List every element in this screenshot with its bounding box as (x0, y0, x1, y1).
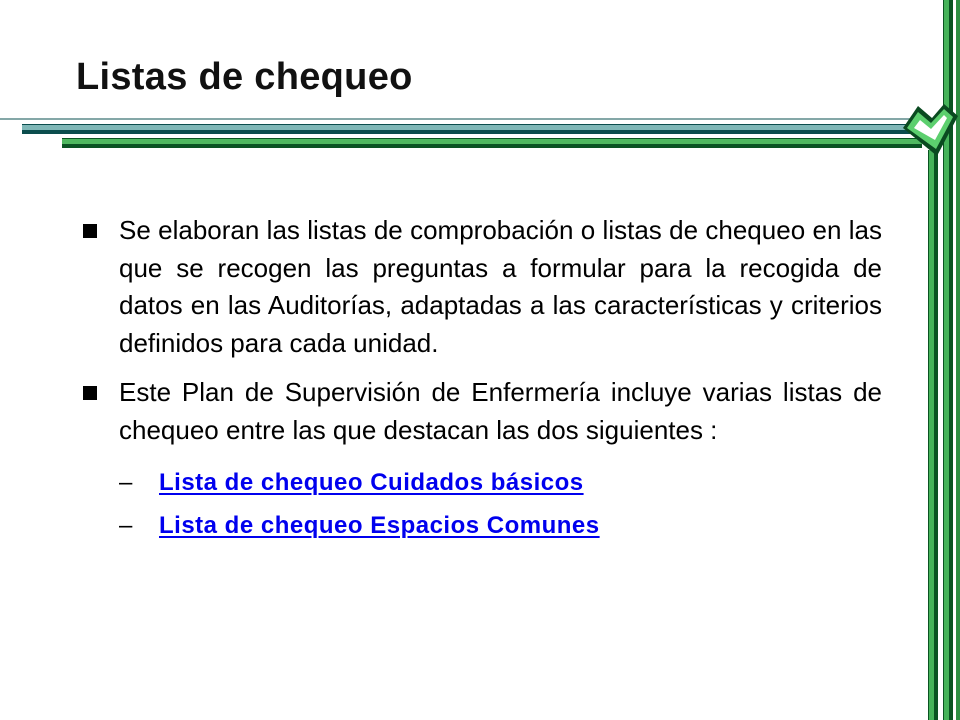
dash-marker: – (119, 512, 133, 539)
link-cuidados-basicos[interactable]: Lista de chequeo Cuidados básicos (159, 469, 584, 496)
sub-list-item (82, 504, 882, 547)
sub-list-item (82, 461, 882, 504)
page-title: Listas de chequeo (76, 56, 413, 98)
dash-marker: – (119, 469, 133, 496)
slide-body (82, 212, 882, 547)
square-bullet-icon (83, 224, 97, 238)
bullet-text: Este Plan de Supervisión de Enfermería incluye varias listas de chequeo entre las que destacan las dos siguientes : (119, 377, 882, 445)
square-bullet-icon (83, 386, 97, 400)
bullet-item (82, 374, 882, 449)
bullet-text: Se elaboran las listas de comprobación o listas de chequeo en las que se recogen las preguntas a formular para la recogida de datos en las Auditorías, adaptadas a las características y criterios definidos para cada unidad. (119, 215, 882, 358)
bullet-item (82, 212, 882, 362)
sub-list (82, 461, 882, 547)
link-espacios-comunes[interactable]: Lista de chequeo Espacios Comunes (159, 512, 600, 539)
